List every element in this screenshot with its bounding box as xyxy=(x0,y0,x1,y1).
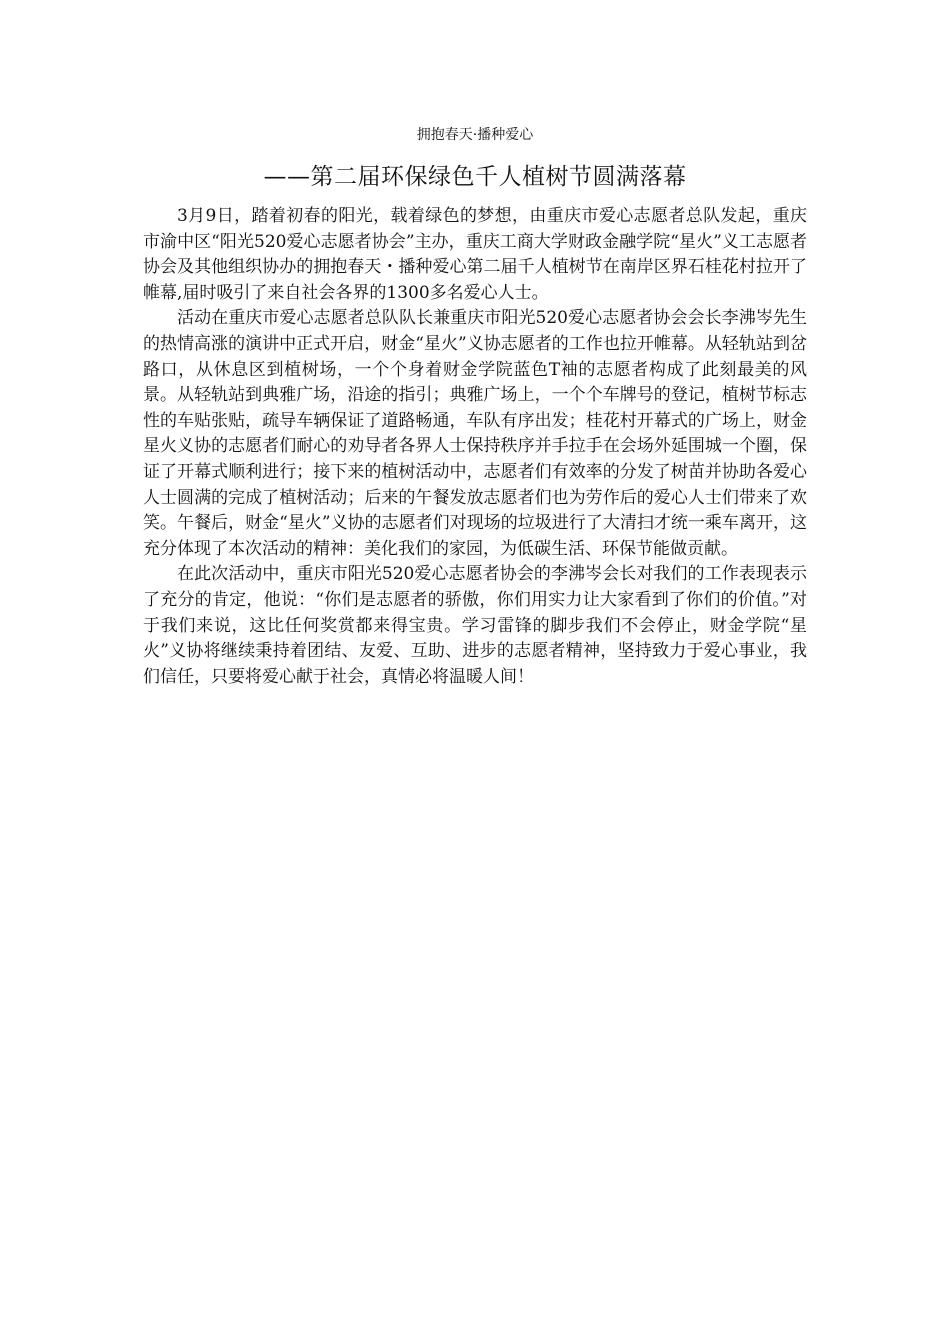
article-body xyxy=(143,204,807,690)
document-title: ——第二届环保绿色千人植树节圆满落幕 xyxy=(263,164,687,190)
document-subtitle: 拥抱春天·播种爱心 xyxy=(416,127,534,143)
paragraph-3: 在此次活动中，重庆市阳光520爱心志愿者协会的李沸岑会长对我们的工作表现表示了充分的肯定，他说：“你们是志愿者的骄傲，你们用实力让大家看到了你们的价值。”对于我们来说，这比任何奖赏都来得宝贵。学习雷锋的脚步我们不会停止，财金学院“星火”义协将继续秉持着团结、友爱、互助、进步的志愿者精神，坚持致力于爱心事业，我们信任，只要将爱心献于社会，真情必将温暖人间！ xyxy=(143,564,807,687)
paragraph-1: 3月9日，踏着初春的阳光，载着绿色的梦想，由重庆市爱心志愿者总队发起，重庆市渝中区“阳光520爱心志愿者协会”主办，重庆工商大学财政金融学院“星火”义工志愿者协会及其他组织协办的拥抱春天・播种爱心第二届千人植树节在南岸区界石桂花村拉开了帷幕,届时吸引了来自社会各界的1300多名爱心人士。 xyxy=(143,206,807,303)
paragraph-2: 活动在重庆市爱心志愿者总队队长兼重庆市阳光520爱心志愿者协会会长李沸岑先生的热情高涨的演讲中正式开启，财金“星火”义协志愿者的工作也拉开帷幕。从轻轨站到岔路口，从休息区到植树场，一个个身着财金学院蓝色T袖的志愿者构成了此刻最美的风景。从轻轨站到典雅广场，沿途的指引；典雅广场上，一个个车牌号的登记，植树节标志性的车贴张贴，疏导车辆保证了道路畅通，车队有序出发；桂花村开幕式的广场上，财金星火义协的志愿者们耐心的劝导者各界人士保持秩序并手拉手在会场外延围城一个圈，保证了开幕式顺利进行；接下来的植树活动中，志愿者们有效率的分发了树苗并协助各爱心人士圆满的完成了植树活动；后来的午餐发放志愿者们也为劳作后的爱心人士们带来了欢笑。午餐后，财金“星火”义协的志愿者们对现场的垃圾进行了大清扫才统一乘车离开，这充分体现了本次活动的精神：美化我们的家园，为低碳生活、环保节能做贡献。 xyxy=(143,308,807,559)
